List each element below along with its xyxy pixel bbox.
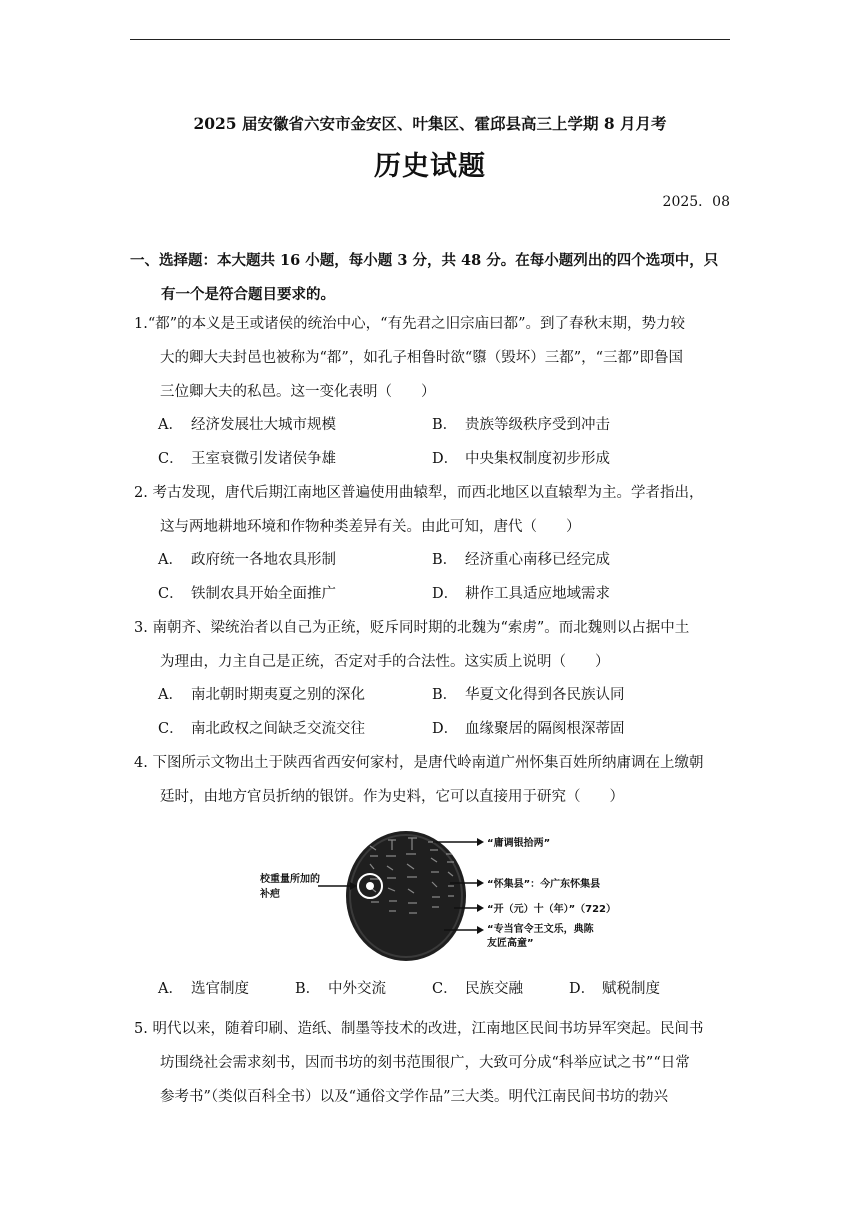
option-c[interactable] [158, 712, 432, 746]
option-label: A． [158, 417, 183, 433]
option-text: 民族交融 [465, 981, 523, 997]
option-d[interactable] [432, 577, 610, 611]
option-label: A． [158, 981, 183, 997]
option-c[interactable] [158, 442, 432, 476]
question-text-line: 2. 考古发现，唐代后期江南地区普遍使用曲辕犁，而西北地区以直辕犁为主。学者指出， [134, 485, 704, 501]
option-label: C． [158, 721, 184, 737]
question-1-options [158, 408, 718, 476]
option-d[interactable] [432, 442, 610, 476]
option-label: B． [295, 981, 321, 997]
option-label: C． [158, 586, 184, 602]
option-text: 中央集权制度初步形成 [465, 451, 610, 467]
option-a[interactable] [158, 543, 432, 577]
option-label: D． [432, 721, 459, 737]
label-officials-1: “专当官令王文乐，典陈 [487, 924, 594, 935]
option-c[interactable] [158, 577, 432, 611]
option-d[interactable] [432, 712, 625, 746]
question-2-options [158, 543, 718, 611]
option-label: D． [432, 451, 459, 467]
option-b[interactable] [432, 408, 610, 442]
option-text: 王室衰微引发诸侯争雄 [191, 451, 336, 467]
question-3-options [158, 678, 718, 746]
option-label: A． [158, 552, 183, 568]
option-text: 南北政权之间缺乏交流交往 [191, 721, 365, 737]
option-text: 赋税制度 [602, 981, 660, 997]
question-text-line: 3. 南朝齐、梁统治者以自己为正统，贬斥同时期的北魏为“索虏”。而北魏则以占据中土 [134, 620, 690, 636]
label-officials-2: 友匠高童” [487, 938, 534, 949]
label-patch-2: 补疤 [260, 889, 280, 900]
option-b[interactable] [295, 972, 432, 1006]
option-text: 贵族等级秩序受到冲击 [465, 417, 610, 433]
option-text: 经济重心南移已经完成 [465, 552, 610, 568]
option-text: 华夏文化得到各民族认同 [465, 687, 625, 703]
exam-date: 2025．08 [662, 194, 730, 210]
option-b[interactable] [432, 543, 610, 577]
question-text-line: 坊围绕社会需求刻书，因而书坊的刻书范围很广，大致可分成“科举应试之书”“日常 [160, 1055, 690, 1071]
question-text-line: 4. 下图所示文物出土于陕西省西安何家村，是唐代岭南道广州怀集百姓所纳庸调在上缴朝 [134, 755, 704, 771]
question-5 [134, 1012, 734, 1114]
section-heading-line: 有一个是符合题目要求的。 [161, 286, 335, 303]
header-rule [130, 39, 730, 40]
question-text-line: 参考书”（类似百科全书）以及“通俗文学作品”三大类。明代江南民间书坊的勃兴 [160, 1089, 668, 1105]
label-huaiji: “怀集县”：今广东怀集县 [487, 879, 601, 890]
option-text: 中外交流 [328, 981, 386, 997]
option-a[interactable] [158, 408, 432, 442]
question-text-line: 这与两地耕地环境和作物种类差异有关。由此可知，唐代（ ） [160, 519, 581, 535]
option-d[interactable] [569, 972, 660, 1006]
option-label: C． [432, 981, 458, 997]
option-a[interactable] [158, 678, 432, 712]
section-heading-line: 一、选择题：本大题共 16 小题，每小题 3 分，共 48 分。在每小题列出的四个选项中，只 [130, 252, 719, 269]
option-label: A． [158, 687, 183, 703]
question-1 [134, 307, 734, 409]
option-a[interactable] [158, 972, 295, 1006]
option-label: D． [569, 981, 596, 997]
exam-title: 历史试题 [374, 151, 486, 182]
option-text: 铁制农具开始全面推广 [191, 586, 336, 602]
question-text-line: 1.“都”的本义是王或诸侯的统治中心，“有先君之旧宗庙曰都”。到了春秋末期，势力较 [134, 316, 685, 332]
option-label: C． [158, 451, 184, 467]
question-text-line: 廷时，由地方官员折纳的银饼。作为史料，它可以直接用于研究（ ） [160, 789, 624, 805]
question-4 [134, 746, 734, 814]
option-text: 政府统一各地农具形制 [191, 552, 336, 568]
option-c[interactable] [432, 972, 569, 1006]
label-kaiyuan: “开（元）十（年）”（722） [487, 904, 617, 915]
option-text: 南北朝时期夷夏之别的深化 [191, 687, 365, 703]
option-label: B． [432, 552, 458, 568]
label-yongdiao: “庸调银拾两” [487, 838, 551, 849]
question-text-line: 三位卿大夫的私邑。这一变化表明（ ） [160, 384, 436, 400]
question-2 [134, 476, 734, 544]
option-label: B． [432, 417, 458, 433]
question-text-line: 为理由，力主自己是正统，否定对手的合法性。这实质上说明（ ） [160, 654, 610, 670]
option-text: 血缘聚居的隔阂根深蒂固 [465, 721, 625, 737]
option-text: 选官制度 [191, 981, 249, 997]
section-heading [130, 244, 735, 312]
silver-cake-figure [258, 826, 658, 966]
option-label: B． [432, 687, 458, 703]
option-label: D． [432, 586, 459, 602]
question-text-line: 5. 明代以来，随着印刷、造纸、制墨等技术的改进，江南地区民间书坊异军突起。民间书 [134, 1021, 704, 1037]
question-text-line: 大的卿大夫封邑也被称为“都”，如孔子相鲁时欲“隳（毁坏）三都”，“三都”即鲁国 [160, 350, 683, 366]
option-text: 耕作工具适应地域需求 [465, 586, 610, 602]
exam-subtitle: 2025 届安徽省六安市金安区、叶集区、霍邱县高三上学期 8 月月考 [193, 114, 667, 133]
question-3 [134, 611, 734, 679]
option-text: 经济发展壮大城市规模 [191, 417, 336, 433]
option-b[interactable] [432, 678, 625, 712]
label-patch-1: 校重量所加的 [260, 874, 320, 885]
question-4-options [158, 972, 718, 1006]
